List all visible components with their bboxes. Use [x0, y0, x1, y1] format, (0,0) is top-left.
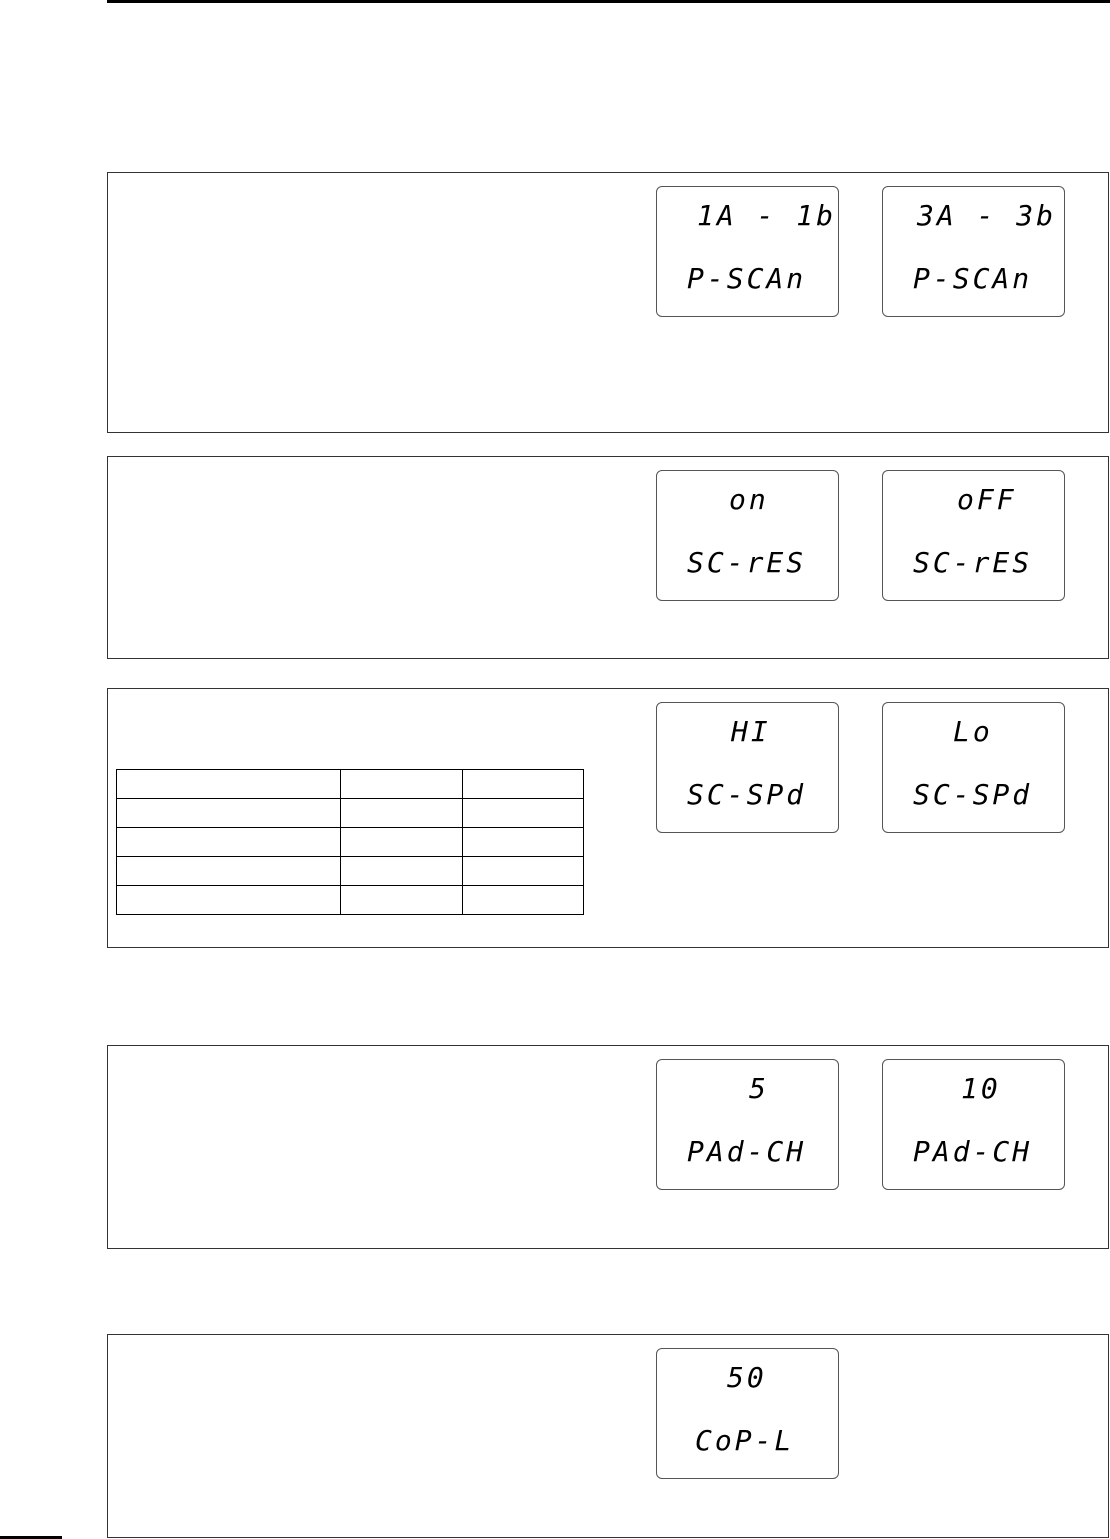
table-cell: [341, 770, 463, 799]
table-cell: [463, 799, 584, 828]
table-cell: [341, 799, 463, 828]
table-cell: [463, 828, 584, 857]
lcd-value: on: [729, 483, 769, 516]
table-row: [117, 770, 584, 799]
lcd-label: CoP-L: [695, 1424, 795, 1457]
section-pad-channel: [107, 1045, 1109, 1249]
lcd-value: 1A - 1b: [697, 199, 837, 232]
lcd-label: P-SCAn: [687, 262, 807, 295]
section-scan-resume: [107, 456, 1109, 659]
lcd-label: SC-rES: [913, 546, 1033, 579]
table-cell: [341, 886, 463, 915]
lcd-label: P-SCAn: [913, 262, 1033, 295]
table-cell: [463, 770, 584, 799]
lcd-display: [656, 470, 839, 601]
table-cell: [117, 886, 341, 915]
lcd-display: [656, 186, 839, 317]
table-cell: [117, 828, 341, 857]
section-priority-scan: [107, 172, 1109, 433]
lcd-display: [656, 1059, 839, 1190]
scan-speed-table: [116, 769, 584, 915]
lcd-value: 5: [749, 1072, 769, 1105]
lcd-value: HI: [731, 715, 771, 748]
lcd-value: 3A - 3b: [917, 199, 1057, 232]
table-cell: [341, 828, 463, 857]
lcd-label: SC-SPd: [687, 778, 807, 811]
lcd-label: SC-SPd: [913, 778, 1033, 811]
table-cell: [117, 799, 341, 828]
section-copy-level: [107, 1334, 1109, 1538]
lcd-value: 50: [727, 1361, 767, 1394]
lcd-value: oFF: [957, 483, 1017, 516]
lcd-value: Lo: [953, 715, 993, 748]
lcd-display: [656, 702, 839, 833]
lcd-label: SC-rES: [687, 546, 807, 579]
lcd-display: [882, 1059, 1065, 1190]
table-cell: [341, 857, 463, 886]
table-cell: [117, 770, 341, 799]
lcd-display: [882, 702, 1065, 833]
lcd-label: PAd-CH: [687, 1135, 807, 1168]
section-scan-speed: [107, 688, 1109, 948]
lcd-display: [882, 470, 1065, 601]
table-cell: [117, 857, 341, 886]
lcd-value: 10: [961, 1072, 1001, 1105]
lcd-label: PAd-CH: [913, 1135, 1033, 1168]
lcd-display: [882, 186, 1065, 317]
lcd-display: [656, 1348, 839, 1479]
table-cell: [463, 886, 584, 915]
table-row: [117, 828, 584, 857]
table-row: [117, 799, 584, 828]
table-row: [117, 857, 584, 886]
top-rule: [107, 0, 1110, 3]
table-cell: [463, 857, 584, 886]
table-row: [117, 886, 584, 915]
